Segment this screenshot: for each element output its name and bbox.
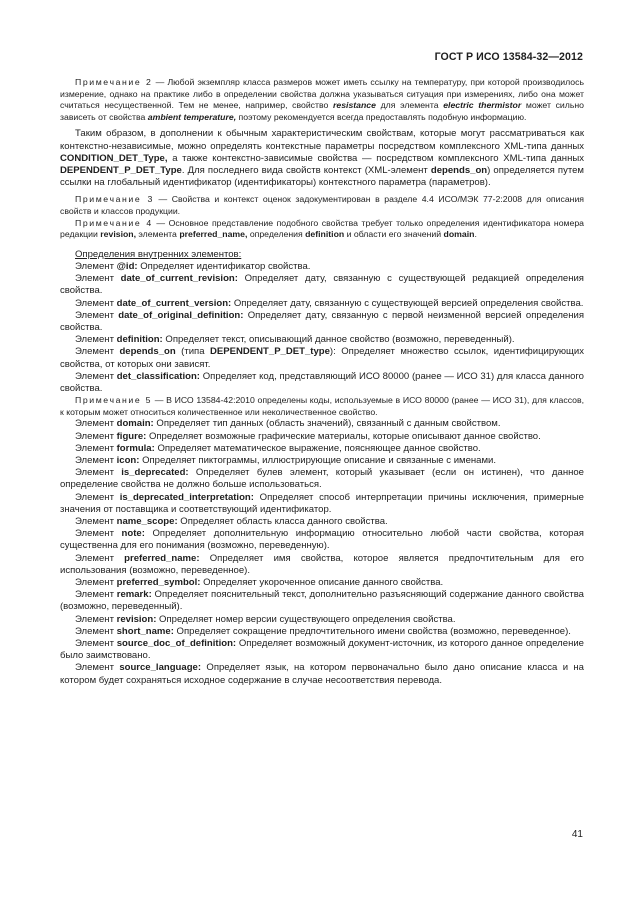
element-definition: Элемент definition: Определяет текст, описывающий данное свойство (возможно, переведенный).: [75, 334, 515, 346]
element-name: date_of_original_definition:: [118, 309, 244, 321]
element-definition: Элемент formula: Определяет математическое выражение, поясняющее данное свойство.: [75, 442, 481, 454]
element-definition: Элемент short_name: Определяет сокращение предпочтительного имени свойства (возможно, переведенное).: [75, 625, 571, 637]
element-definition: Элемент preferred_symbol: Определяет укороченное описание данного свойства.: [75, 577, 444, 589]
element-name: definition:: [116, 334, 163, 346]
element-name: is_deprecated:: [121, 467, 189, 479]
element-definition: Элемент domain: Определяет тип данных (область значений), связанный с данным свойством.: [75, 418, 501, 430]
element-name: source_language:: [119, 662, 202, 674]
element-name: date_of_current_revision:: [120, 273, 238, 285]
element-definition: Элемент date_of_current_revision: Определяет дату, связанную с существующей редакцией определения свойства.: [60, 273, 584, 297]
note-label: Примечание 2: [75, 77, 153, 87]
element-name: preferred_name:: [124, 552, 200, 564]
note-label: Примечание 5: [75, 395, 153, 406]
element-definitions-b: [60, 418, 584, 686]
element-definition: Элемент date_of_original_definition: Определяет дату, связанную с первой неизменной версией определения свойства.: [60, 309, 584, 333]
element-definition: Элемент icon: Определяет пиктограммы, иллюстрирующие описание и связанные с именами.: [75, 455, 497, 466]
element-definition: Элемент revision: Определяет номер версии существующего определения свойства.: [75, 613, 456, 625]
element-definition: Элемент source_language: Определяет язык, на котором первоначально было дано описание класса и на котором будет сохраняться исходное содержание в случае несоответствия перевода.: [60, 662, 584, 686]
page-number: 41: [571, 829, 583, 840]
note-5: Примечание 5 — В ИСО 13584-42:2010 определены коды, используемые в ИСО 80000 (ранее — ИСО 31), для классов, к которым может относиться количественное или неколичественное свойство.: [60, 395, 584, 417]
element-name: short_name:: [116, 625, 174, 637]
element-name: preferred_symbol:: [116, 577, 201, 589]
paragraph-context: Таким образом, в дополнении к обычным характеристическим свойствам, которые могут рассматриваться как контекстно-независимые, можно определять контекстные параметры посредством комплексного XML-типа данных CONDITION_DET_Type, а также контекстно-зависимые свойства — посредством комплексного XML-типа данных DEPENDENT_P_DET_Type. Для последнего вида свойств контекст (XML-элемент depends_on) определяется путем ссылки на глобальный идентификатор (идентификаторы) контекстного параметра (параметров).: [60, 128, 584, 189]
element-definition: Элемент is_deprecated_interpretation: Определяет способ интерпретации причины исключения, примерные значения от поставщика и соответствующий идентификатор.: [60, 491, 584, 515]
element-definition: Элемент is_deprecated: Определяет булев элемент, который указывает (если он истинен), что данное определение свойства не должно больше использоваться.: [60, 467, 584, 491]
element-name: figure:: [116, 430, 147, 442]
element-definition: Элемент name_scope: Определяет область класса данного свойства.: [75, 516, 388, 528]
element-definition: Элемент figure: Определяет возможные графические материалы, которые описывают данное свойство.: [75, 430, 541, 442]
note-2: Примечание 2 — Любой экземпляр класса размеров может иметь ссылку на температуру, при которой производилось измерение, однако на практике либо в определении свойства должна указываться ситуация при измерениях, либо она может считаться несущественной. Тем не менее, например, свойство resistance для элемента electric thermistor может сильно зависеть от свойства ambient temperature, поэтому рекомендуется всегда предоставлять подобную информацию.: [60, 77, 584, 122]
element-name: formula:: [116, 442, 155, 454]
element-definition: Элемент date_of_current_version: Определяет дату, связанную с существующей версией определения свойства.: [75, 297, 584, 309]
element-name: remark:: [116, 589, 152, 601]
page-content: [60, 77, 584, 687]
element-definition: Элемент source_doc_of_definition: Определяет возможный документ-источник, из которого данное определение было заимствовано.: [60, 638, 584, 662]
note-label: Примечание 3: [75, 194, 154, 205]
element-name: is_deprecated_interpretation:: [119, 491, 254, 503]
element-name: note:: [121, 528, 145, 540]
note-3: Примечание 3 — Свойства и контекст оценок задокументирован в разделе 4.4 ИСО/МЭК 77-2:2008 для описания свойств и классов продукции.: [60, 194, 584, 216]
element-definition: Элемент det_classification: Определяет код, представляющий ИСО 80000 (ранее — ИСО 31) для класса данного свойства.: [60, 370, 584, 394]
element-name: icon:: [116, 455, 140, 466]
element-definition: Элемент note: Определяет дополнительную информацию относительно любой части свойства, которая существенна для его понимания (возможно, переведенную).: [60, 528, 584, 552]
element-definitions-a: [60, 261, 584, 346]
element-name: source_doc_of_definition:: [116, 638, 237, 650]
element-name: date_of_current_version:: [116, 297, 232, 309]
element-name: revision:: [116, 613, 157, 625]
element-name: @id:: [116, 260, 138, 272]
element-definition: Элемент depends_on (типа DEPENDENT_P_DET_type): Определяет множество ссылок, идентифицирующих свойства, от которых они зависят.: [60, 346, 584, 370]
element-definition: Элемент remark: Определяет пояснительный текст, дополнительно разъясняющий содержание данного свойства (возможно, переведенный).: [60, 589, 584, 613]
element-name: name_scope:: [116, 516, 178, 528]
element-definition: Элемент preferred_name: Определяет имя свойства, которое является предпочтительным для его использования (возможно, переведенное).: [60, 552, 584, 576]
standard-header: ГОСТ Р ИСО 13584-32—2012: [434, 51, 583, 63]
definitions-heading: Определения внутренних элементов:: [75, 248, 242, 260]
element-definition: Элемент @id: Определяет идентификатор свойства.: [75, 260, 311, 272]
note-4: Примечание 4 — Основное представление подобного свойства требует только определения идентификатора номера редакции revision, элемента preferred_name, определения definition и области его значений domain.: [60, 217, 584, 240]
element-name: domain:: [116, 418, 154, 430]
note-label: Примечание 4: [75, 217, 153, 228]
